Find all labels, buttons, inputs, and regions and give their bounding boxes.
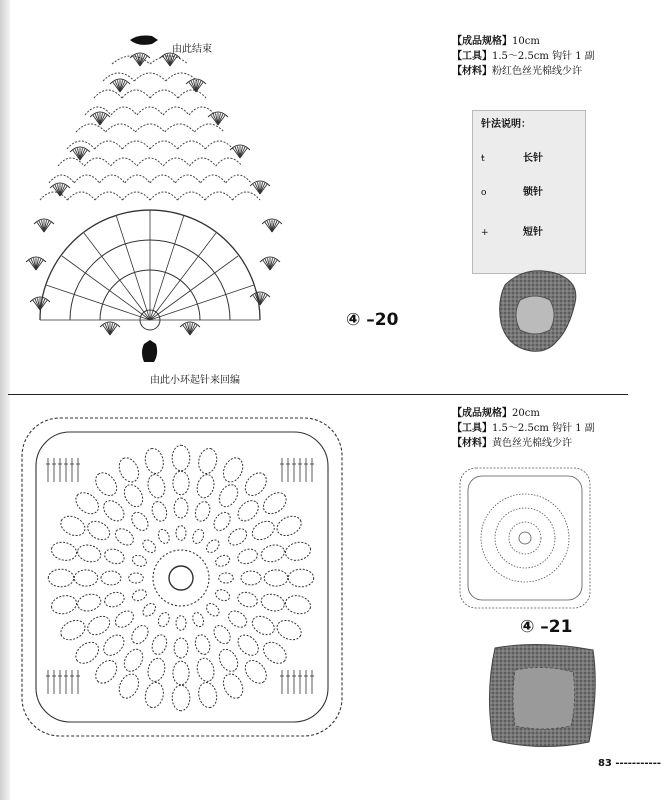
pattern-21-number: ④ –21 (520, 617, 573, 637)
legend-item-double-crochet: ŧ 长针 (481, 153, 543, 164)
pattern-20-end-note: 由此结束 (172, 44, 212, 55)
legend-item-chain: o 锁针 (481, 187, 543, 198)
spec-material: 【材料】黄色丝光棉线少许 (452, 438, 572, 449)
spec-size: 【成品规格】10cm (452, 36, 540, 47)
spec-material: 【材料】粉红色丝光棉线少许 (452, 66, 582, 77)
legend-title: 针法说明： (481, 119, 531, 130)
pattern-20-start-note: 由此小环起针来回编 (150, 375, 240, 386)
spec-tool: 【工具】1.5～2.5cm 钩针 1 副 (452, 51, 595, 62)
page-number: 83 ----------- (597, 758, 661, 769)
pattern-20-number: ④ –20 (346, 310, 399, 330)
legend-item-single-crochet: + 短针 (481, 227, 543, 238)
spec-tool: 【工具】1.5～2.5cm 钩针 1 副 (452, 423, 595, 434)
spec-size: 【成品规格】20cm (452, 408, 540, 419)
